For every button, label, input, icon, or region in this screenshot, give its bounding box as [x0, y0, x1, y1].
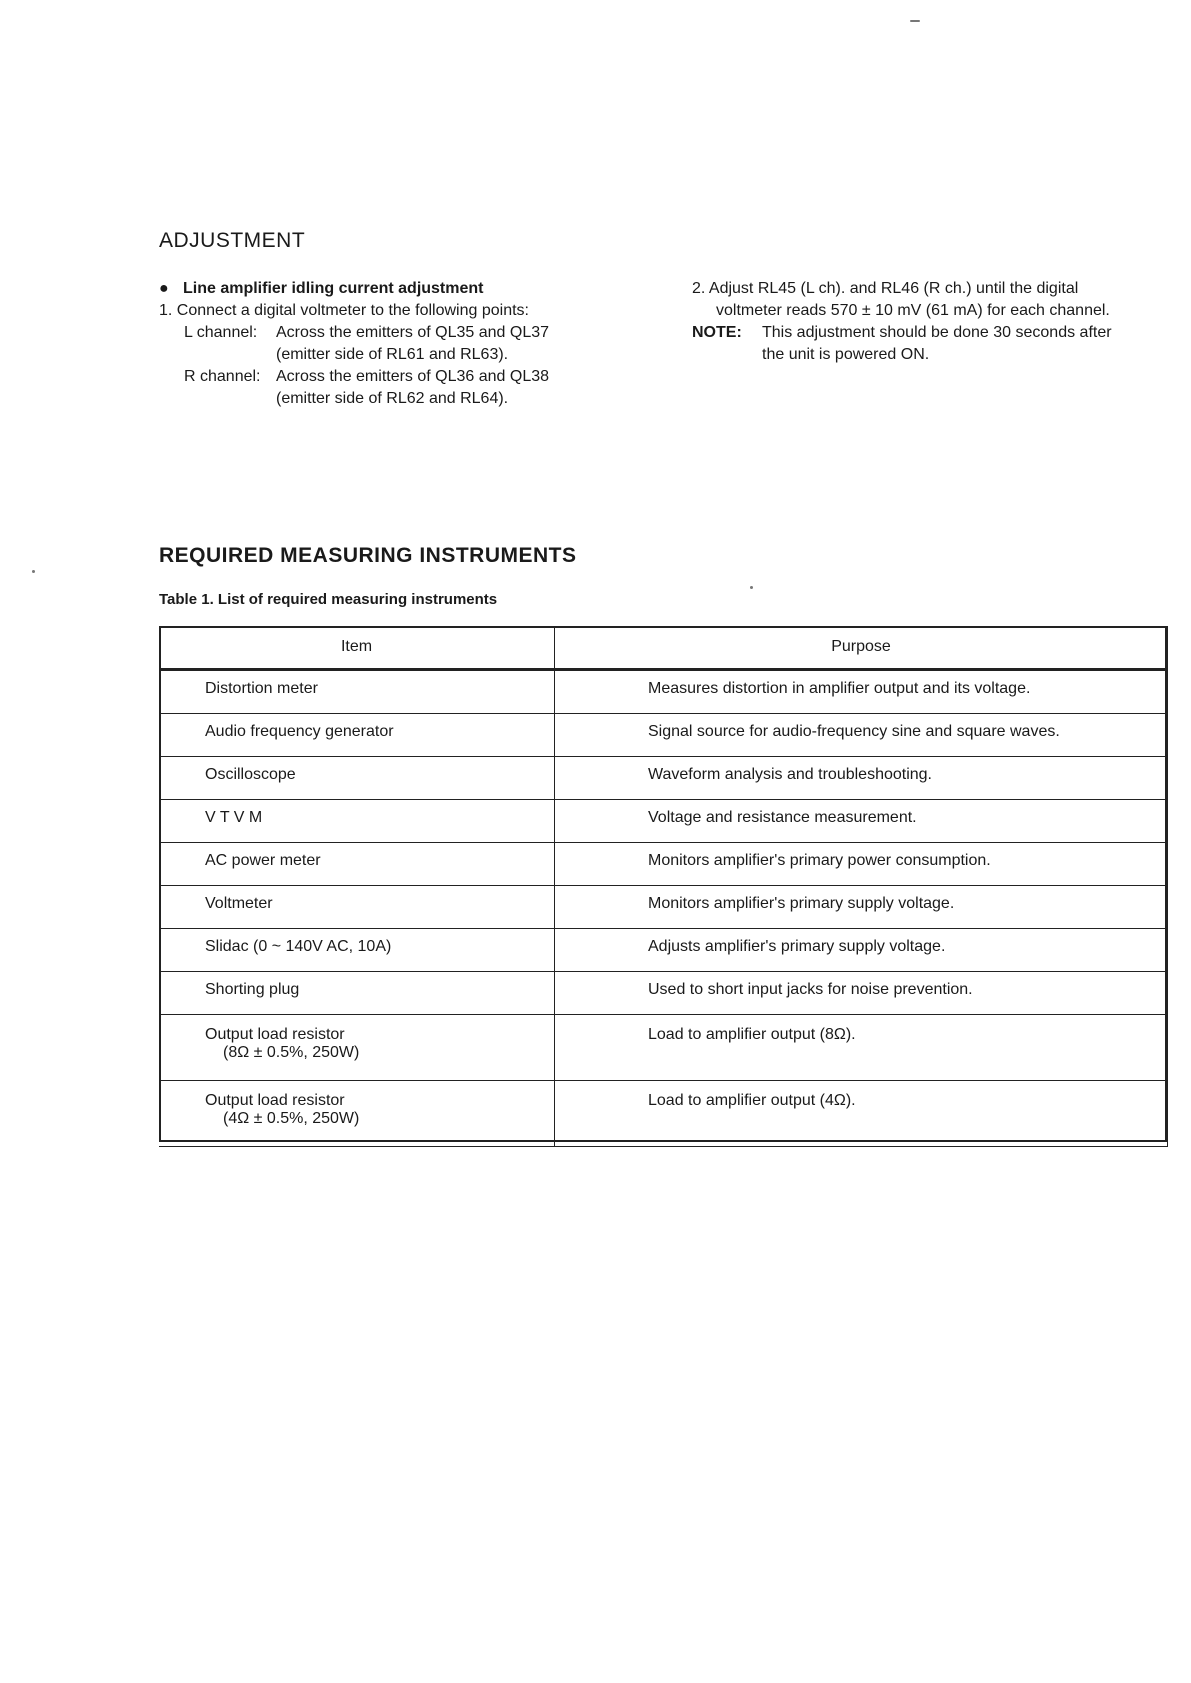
item-cell: Slidac (0 ~ 140V AC, 10A) — [205, 938, 392, 955]
r-channel-block — [159, 366, 599, 410]
table-caption: Table 1. List of required measuring instruments — [159, 591, 498, 608]
l-channel-line1: Across the emitters of QL35 and QL37 — [276, 324, 550, 341]
step-1: 1. Connect a digital voltmeter to the following points: — [159, 302, 529, 319]
adjustment-left-column — [159, 278, 599, 410]
table-row — [159, 929, 1168, 972]
adjustment-heading: ADJUSTMENT — [159, 229, 306, 252]
adjustment-subheading: ● Line amplifier idling current adjustment — [159, 278, 599, 300]
purpose-cell: Voltage and resistance measurement. — [648, 809, 917, 826]
l-channel-block — [159, 322, 599, 366]
note-line2: the unit is powered ON. — [762, 346, 930, 363]
purpose-cell: Load to amplifier output (4Ω). — [648, 1092, 856, 1109]
table-row — [159, 843, 1168, 886]
item-cell: AC power meter — [205, 852, 321, 869]
r-channel-line1: Across the emitters of QL36 and QL38 — [276, 368, 550, 385]
purpose-cell: Used to short input jacks for noise prevention. — [648, 981, 973, 998]
table-header-row — [159, 626, 1168, 670]
table-row — [159, 800, 1168, 843]
table-row — [159, 972, 1168, 1015]
scan-mark — [910, 20, 920, 22]
table-row — [159, 757, 1168, 800]
scan-mark — [750, 586, 753, 589]
item-cell: Shorting plug — [205, 981, 300, 998]
purpose-cell: Measures distortion in amplifier output and its voltage. — [648, 680, 1031, 697]
scan-mark — [32, 570, 35, 573]
purpose-cell: Signal source for audio-frequency sine and square waves. — [648, 723, 1060, 740]
item-cell: Voltmeter — [205, 895, 273, 912]
purpose-cell: Monitors amplifier's primary supply voltage. — [648, 895, 955, 912]
item-cell: Output load resistor — [205, 1026, 345, 1043]
l-channel-line2: (emitter side of RL61 and RL63). — [276, 346, 509, 363]
l-channel-label: L channel: — [184, 324, 258, 341]
step-2-line1: 2. Adjust RL45 (L ch). and RL46 (R ch.) until the digital — [692, 280, 1079, 297]
table-row — [159, 886, 1168, 929]
instruments-heading: REQUIRED MEASURING INSTRUMENTS — [159, 544, 577, 567]
note-line1: This adjustment should be done 30 seconds after — [762, 324, 1112, 341]
table-row — [159, 670, 1168, 714]
item-cell: Oscilloscope — [205, 766, 296, 783]
adjustment-right-column — [692, 278, 1172, 366]
table-row — [159, 1015, 1168, 1081]
item-cell: Output load resistor — [205, 1092, 345, 1109]
item-cell: Audio frequency generator — [205, 723, 394, 740]
purpose-cell: Waveform analysis and troubleshooting. — [648, 766, 932, 783]
table-row — [159, 1081, 1168, 1147]
r-channel-label: R channel: — [184, 368, 261, 385]
step-2-line2: voltmeter reads 570 ± 10 mV (61 mA) for each channel. — [716, 302, 1110, 319]
item-spec: (4Ω ± 0.5%, 250W) — [223, 1110, 360, 1127]
item-spec: (8Ω ± 0.5%, 250W) — [223, 1044, 360, 1061]
column-header-item: Item — [159, 626, 555, 670]
purpose-cell: Load to amplifier output (8Ω). — [648, 1026, 856, 1043]
column-header-purpose: Purpose — [555, 626, 1168, 670]
note-label: NOTE: — [692, 324, 742, 341]
purpose-cell: Monitors amplifier's primary power consumption. — [648, 852, 991, 869]
instruments-table — [159, 626, 1168, 1147]
item-cell: V T V M — [205, 809, 263, 826]
item-cell: Distortion meter — [205, 680, 318, 697]
table-row — [159, 714, 1168, 757]
purpose-cell: Adjusts amplifier's primary supply voltage. — [648, 938, 946, 955]
bullet-icon: ● — [159, 280, 169, 297]
r-channel-line2: (emitter side of RL62 and RL64). — [276, 390, 509, 407]
